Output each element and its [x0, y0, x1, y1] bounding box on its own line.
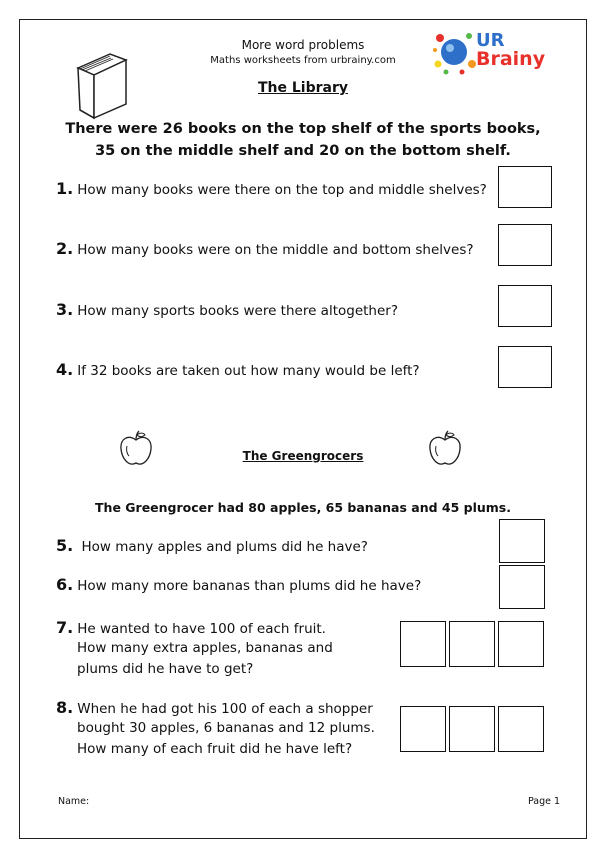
- answer-box-6[interactable]: [499, 565, 545, 609]
- question-text: How many books were there on the top and middle shelves?: [77, 182, 487, 198]
- answer-box-3[interactable]: [498, 285, 552, 327]
- question-text: How many sports books were there altogether?: [77, 303, 399, 319]
- question-text: How many books were on the middle and bottom shelves?: [77, 242, 474, 258]
- answer-box-7-apples[interactable]: [400, 621, 446, 667]
- question-7-line-2: How many extra apples, bananas and: [77, 640, 333, 656]
- greengrocer-intro: The Greengrocer had 80 apples, 65 bananas and 45 plums.: [95, 500, 511, 515]
- answer-box-8-plums[interactable]: [498, 706, 544, 752]
- question-6: [56, 574, 421, 597]
- question-7-line-3: plums did he have to get?: [77, 661, 254, 677]
- greengrocer-title: The Greengrocers: [242, 449, 364, 463]
- urbrainy-logo: [432, 28, 552, 78]
- question-text: If 32 books are taken out how many would be left?: [77, 363, 420, 379]
- question-text: How many apples and plums did he have?: [77, 539, 368, 555]
- answer-box-8-bananas[interactable]: [449, 706, 495, 752]
- question-3: [56, 299, 398, 322]
- question-1: [56, 178, 487, 201]
- question-number: 8.: [56, 698, 74, 717]
- question-2: [56, 238, 474, 261]
- question-text: How many more bananas than plums did he have?: [77, 578, 422, 594]
- library-title: The Library: [257, 80, 348, 96]
- answer-box-8-apples[interactable]: [400, 706, 446, 752]
- question-text: He wanted to have 100 of each fruit.: [77, 621, 326, 637]
- question-8-line-3: How many of each fruit did he have left?: [77, 741, 353, 757]
- question-number: 5.: [56, 536, 74, 555]
- library-intro-line-1: There were 26 books on the top shelf of the sports books,: [65, 121, 541, 137]
- question-number: 2.: [56, 239, 74, 258]
- question-number: 1.: [56, 179, 74, 198]
- logo-ur-text: UR: [476, 30, 505, 51]
- question-number: 3.: [56, 300, 74, 319]
- question-5: [56, 535, 368, 558]
- library-intro-line-2: 35 on the middle shelf and 20 on the bottom shelf.: [95, 143, 511, 159]
- page-number: Page 1: [528, 796, 561, 807]
- logo-brainy-text: Brainy: [476, 48, 546, 70]
- question-text: When he had got his 100 of each a shopper: [77, 701, 373, 717]
- question-8-line-2: bought 30 apples, 6 bananas and 12 plums.: [77, 720, 375, 736]
- worksheet-title: More word problems: [241, 38, 365, 52]
- question-8: [56, 697, 373, 720]
- answer-box-5[interactable]: [499, 519, 545, 563]
- question-number: 7.: [56, 618, 74, 637]
- answer-box-7-bananas[interactable]: [449, 621, 495, 667]
- worksheet-subtitle: Maths worksheets from urbrainy.com: [210, 55, 396, 66]
- question-4: [56, 359, 420, 382]
- answer-box-7-plums[interactable]: [498, 621, 544, 667]
- name-label: Name:: [58, 796, 90, 807]
- answer-box-4[interactable]: [498, 346, 552, 388]
- question-number: 4.: [56, 360, 74, 379]
- answer-box-2[interactable]: [498, 224, 552, 266]
- question-number: 6.: [56, 575, 74, 594]
- question-7: [56, 617, 326, 640]
- answer-box-1[interactable]: [498, 166, 552, 208]
